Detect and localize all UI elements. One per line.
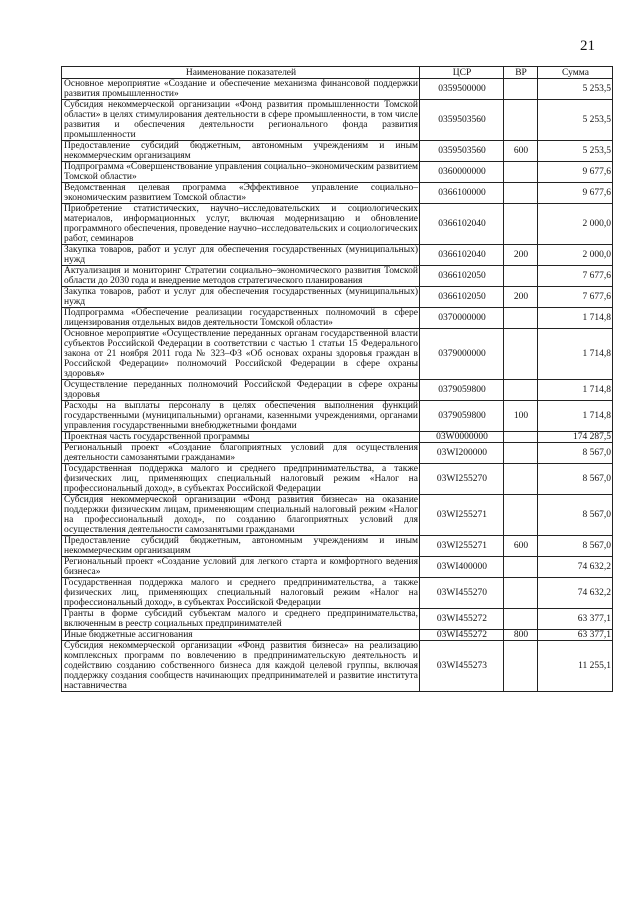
- cell-name: Проектная часть государственной программы: [62, 432, 420, 443]
- cell-vr: [504, 162, 538, 183]
- cell-sum: 8 567,0: [538, 536, 613, 557]
- cell-sum: 9 677,6: [538, 183, 613, 204]
- cell-vr: [504, 464, 538, 495]
- cell-name: Подпрограмма «Обеспечение реализации государственных полномочий в сфере лицензирования отдельных видов деятельности Томской области»: [62, 308, 420, 329]
- cell-csr: 03WI455272: [420, 630, 504, 641]
- table-body: [62, 79, 613, 692]
- table-row: [62, 557, 613, 578]
- table-row: [62, 141, 613, 162]
- header-vr: ВР: [504, 67, 538, 79]
- table-row: [62, 79, 613, 100]
- cell-sum: 5 253,5: [538, 100, 613, 141]
- table-row: [62, 464, 613, 495]
- cell-name: Основное мероприятие «Осуществление переданных органам государственной власти субъектов Российской Федерации в соответствии с частью 1 статьи 15 Федерального закона от 21 ноября 2011 года № 323–ФЗ «Об основах охраны здоровья граждан в Российской Федерации» полномочий Российской Федерации в сфере охраны здоровья»: [62, 329, 420, 380]
- table-header-row: [62, 67, 613, 79]
- cell-csr: 03WI255270: [420, 464, 504, 495]
- cell-sum: 8 567,0: [538, 443, 613, 464]
- cell-vr: [504, 443, 538, 464]
- cell-csr: 03W0000000: [420, 432, 504, 443]
- table-row: [62, 162, 613, 183]
- cell-csr: 03WI200000: [420, 443, 504, 464]
- cell-name: Осуществление переданных полномочий Российской Федерации в сфере охраны здоровья: [62, 380, 420, 401]
- cell-csr: 0366102050: [420, 287, 504, 308]
- cell-name: Гранты в форме субсидий субъектам малого и среднего предпринимательства, включенным в реестр социальных предпринимателей: [62, 609, 420, 630]
- cell-name: Субсидия некоммерческой организации «Фонд развития промышленности Томской области» в целях стимулирования деятельности в сфере промышленности, в том числе развития и обеспечения деятельности регионального фонда развития промышленности: [62, 100, 420, 141]
- cell-name: Субсидия некоммерческой организации «Фонд развития бизнеса» на реализацию комплексных программ по вовлечению в предпринимательскую деятельность и содействию созданию собственного бизнеса для каждой целевой группы, включая поддержку создания сообществ начинающих предпринимателей и развитие института наставничества: [62, 641, 420, 692]
- cell-vr: [504, 183, 538, 204]
- table-row: [62, 245, 613, 266]
- cell-sum: 63 377,1: [538, 630, 613, 641]
- cell-csr: 0379059800: [420, 401, 504, 432]
- cell-vr: [504, 641, 538, 692]
- cell-sum: 174 287,5: [538, 432, 613, 443]
- cell-vr: [504, 329, 538, 380]
- cell-name: Региональный проект «Создание условий для легкого старта и комфортного ведения бизнеса»: [62, 557, 420, 578]
- cell-name: Предоставление субсидий бюджетным, автономным учреждениям и иным некоммерческим организациям: [62, 141, 420, 162]
- table-row: [62, 630, 613, 641]
- cell-vr: [504, 380, 538, 401]
- table-row: [62, 641, 613, 692]
- cell-name: Закупка товаров, работ и услуг для обеспечения государственных (муниципальных) нужд: [62, 287, 420, 308]
- cell-sum: 5 253,5: [538, 141, 613, 162]
- cell-vr: 600: [504, 536, 538, 557]
- table-row: [62, 578, 613, 609]
- cell-csr: 0359503560: [420, 100, 504, 141]
- header-csr: ЦСР: [420, 67, 504, 79]
- cell-vr: 200: [504, 287, 538, 308]
- cell-csr: 03WI455273: [420, 641, 504, 692]
- cell-vr: 800: [504, 630, 538, 641]
- cell-vr: [504, 266, 538, 287]
- cell-vr: [504, 557, 538, 578]
- table-row: [62, 308, 613, 329]
- cell-name: Ведомственная целевая программа «Эффективное управление социально–экономическим развитием Томской области»: [62, 183, 420, 204]
- cell-vr: [504, 578, 538, 609]
- cell-csr: 0366100000: [420, 183, 504, 204]
- cell-sum: 2 000,0: [538, 245, 613, 266]
- cell-csr: 0366102040: [420, 204, 504, 245]
- cell-name: Субсидия некоммерческой организации «Фонд развития бизнеса» на оказание поддержки физическим лицам, применяющим специальный налоговый режим «Налог на профессиональный доход», по созданию благоприятных условий для осуществления деятельности самозанятыми гражданами: [62, 495, 420, 536]
- cell-sum: 8 567,0: [538, 495, 613, 536]
- cell-name: Актуализация и мониторинг Стратегии социально–экономического развития Томской области до 2030 года и внедрение методов стратегического планирования: [62, 266, 420, 287]
- table-row: [62, 266, 613, 287]
- cell-vr: 600: [504, 141, 538, 162]
- cell-csr: 03WI255271: [420, 495, 504, 536]
- table-row: [62, 495, 613, 536]
- cell-sum: 1 714,8: [538, 401, 613, 432]
- cell-name: Иные бюджетные ассигнования: [62, 630, 420, 641]
- cell-vr: [504, 204, 538, 245]
- cell-vr: [504, 495, 538, 536]
- cell-sum: 8 567,0: [538, 464, 613, 495]
- cell-name: Приобретение статистических, научно–исследовательских и социологических материалов, информационных услуг, включая модернизацию и обновление программного обеспечения, проведение научно–исследовательских и социологических работ, семинаров: [62, 204, 420, 245]
- cell-sum: 74 632,2: [538, 557, 613, 578]
- cell-csr: 0370000000: [420, 308, 504, 329]
- table-row: [62, 380, 613, 401]
- table-row: [62, 401, 613, 432]
- cell-sum: 1 714,8: [538, 380, 613, 401]
- cell-vr: [504, 609, 538, 630]
- cell-csr: 0359503560: [420, 141, 504, 162]
- header-name: Наименование показателей: [62, 67, 420, 79]
- cell-sum: 7 677,6: [538, 266, 613, 287]
- table-row: [62, 329, 613, 380]
- cell-csr: 0379000000: [420, 329, 504, 380]
- cell-csr: 0359500000: [420, 79, 504, 100]
- cell-csr: 0366102040: [420, 245, 504, 266]
- table-row: [62, 204, 613, 245]
- cell-vr: 100: [504, 401, 538, 432]
- cell-csr: 03WI455272: [420, 609, 504, 630]
- cell-name: Подпрограмма «Совершенствование управления социально–экономическим развитием Томской области»: [62, 162, 420, 183]
- cell-csr: 03WI255271: [420, 536, 504, 557]
- cell-vr: [504, 308, 538, 329]
- cell-csr: 0360000000: [420, 162, 504, 183]
- budget-table: [61, 66, 613, 692]
- cell-sum: 9 677,6: [538, 162, 613, 183]
- table-row: [62, 443, 613, 464]
- cell-name: Предоставление субсидий бюджетным, автономным учреждениям и иным некоммерческим организациям: [62, 536, 420, 557]
- cell-sum: 2 000,0: [538, 204, 613, 245]
- cell-name: Расходы на выплаты персоналу в целях обеспечения выполнения функций государственными (муниципальными) органами, казенными учреждениями, органами управления государственными внебюджетными фондами: [62, 401, 420, 432]
- header-sum: Сумма: [538, 67, 613, 79]
- cell-csr: 0366102050: [420, 266, 504, 287]
- cell-vr: [504, 432, 538, 443]
- cell-vr: [504, 79, 538, 100]
- cell-vr: [504, 100, 538, 141]
- table-row: [62, 536, 613, 557]
- page-number: 21: [580, 38, 595, 54]
- table-row: [62, 609, 613, 630]
- cell-sum: 1 714,8: [538, 308, 613, 329]
- cell-sum: 63 377,1: [538, 609, 613, 630]
- cell-vr: 200: [504, 245, 538, 266]
- table-row: [62, 183, 613, 204]
- table-row: [62, 432, 613, 443]
- cell-name: Государственная поддержка малого и среднего предпринимательства, а также физических лиц, применяющих специальный налоговый режим «Налог на профессиональный доход», в субъектах Российской Федерации: [62, 464, 420, 495]
- cell-sum: 5 253,5: [538, 79, 613, 100]
- cell-sum: 11 255,1: [538, 641, 613, 692]
- cell-sum: 7 677,6: [538, 287, 613, 308]
- table-row: [62, 100, 613, 141]
- cell-sum: 74 632,2: [538, 578, 613, 609]
- cell-csr: 0379059800: [420, 380, 504, 401]
- cell-sum: 1 714,8: [538, 329, 613, 380]
- cell-csr: 03WI400000: [420, 557, 504, 578]
- cell-name: Государственная поддержка малого и среднего предпринимательства, а также физических лиц, применяющих специальный налоговый режим «Налог на профессиональный доход», в субъектах Российской Федерации: [62, 578, 420, 609]
- cell-csr: 03WI455270: [420, 578, 504, 609]
- cell-name: Основное мероприятие «Создание и обеспечение механизма финансовой поддержки развития промышленности»: [62, 79, 420, 100]
- cell-name: Закупка товаров, работ и услуг для обеспечения государственных (муниципальных) нужд: [62, 245, 420, 266]
- cell-name: Региональный проект «Создание благоприятных условий для осуществления деятельности самозанятыми гражданами»: [62, 443, 420, 464]
- table-row: [62, 287, 613, 308]
